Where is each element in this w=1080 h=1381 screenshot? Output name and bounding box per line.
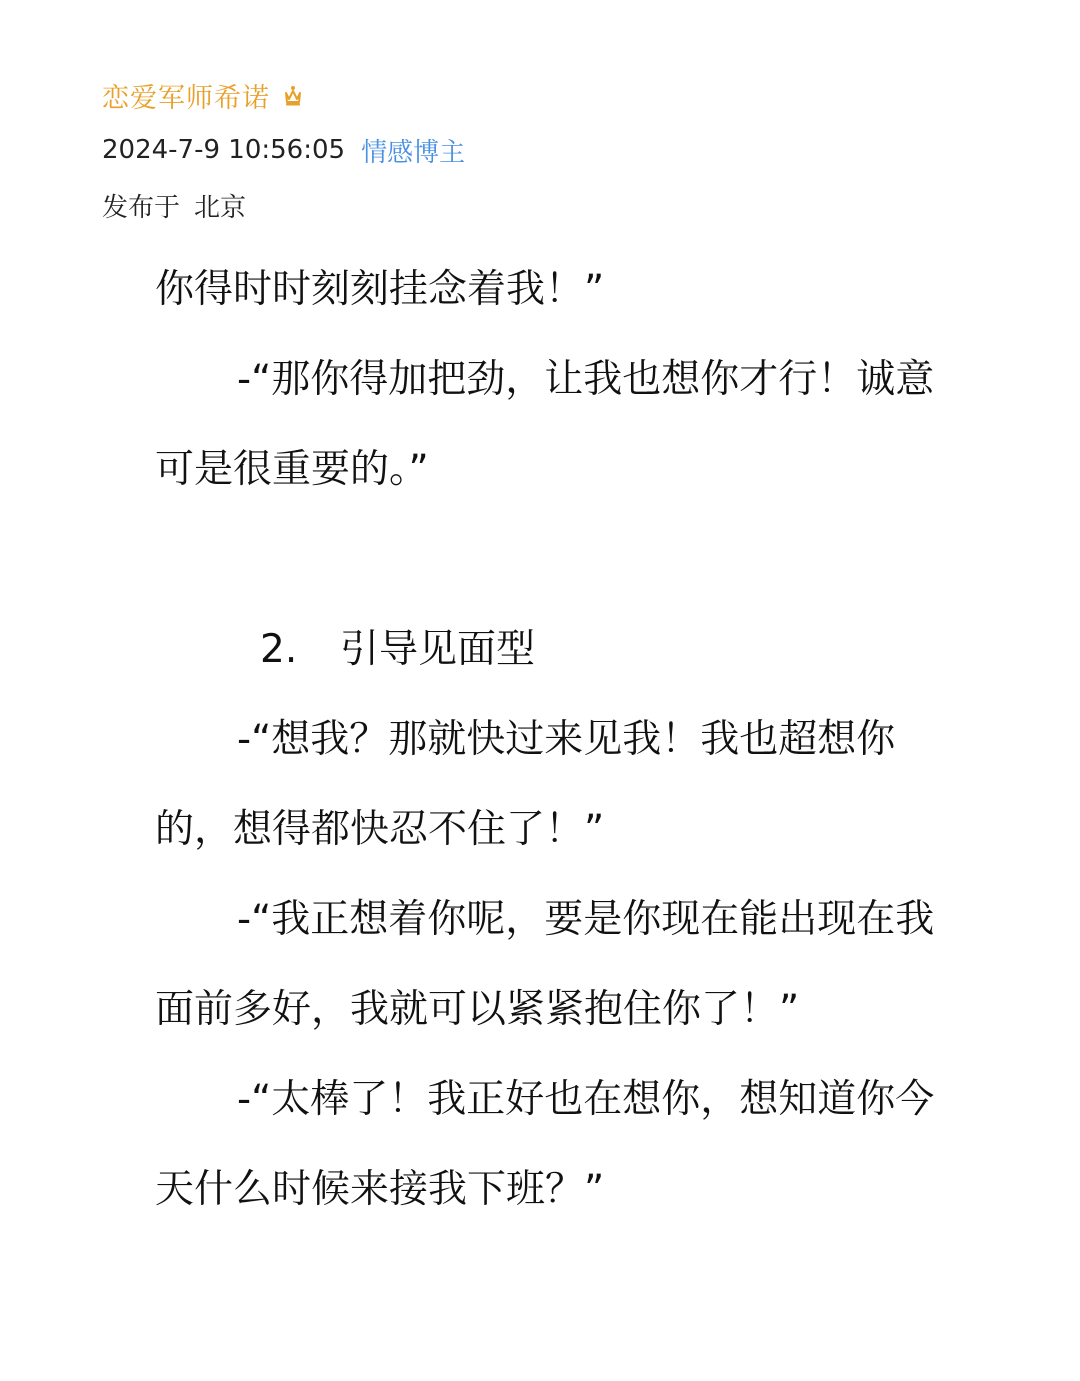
section-number: 2. (260, 627, 298, 672)
meta-row (102, 125, 1002, 175)
paragraph: -“我正想着你呢，要是你现在能出现在我面前多好，我就可以紧紧抱住你了！” (155, 897, 935, 1032)
post-content (155, 245, 970, 1235)
paragraph: -“那你得加把劲，让我也想你才行！诚意可是很重要的。” (155, 357, 935, 492)
location-value: 北京 (194, 192, 247, 223)
paragraph: 你得时时刻刻挂念着我！” (155, 267, 605, 312)
paragraph: -“太棒了！我正好也在想你，想知道你今天什么时候来接我下班？” (155, 1077, 935, 1212)
post-header (102, 70, 1002, 230)
section-title: 引导见面型 (340, 627, 536, 672)
location-row (102, 180, 1002, 230)
paragraph: -“想我？那就快过来见我！我也超想你的，想得都快忍不住了！” (155, 717, 896, 852)
location-label: 发布于 (102, 192, 181, 223)
crown-icon (282, 85, 304, 107)
post-timestamp: 2024-7-9 10:56:05 (102, 135, 346, 165)
section-heading (155, 605, 970, 695)
author-role-link[interactable]: 情感博主 (361, 137, 466, 168)
author-row (102, 70, 1002, 120)
author-name[interactable]: 恋爱军师希诺 (102, 82, 270, 114)
